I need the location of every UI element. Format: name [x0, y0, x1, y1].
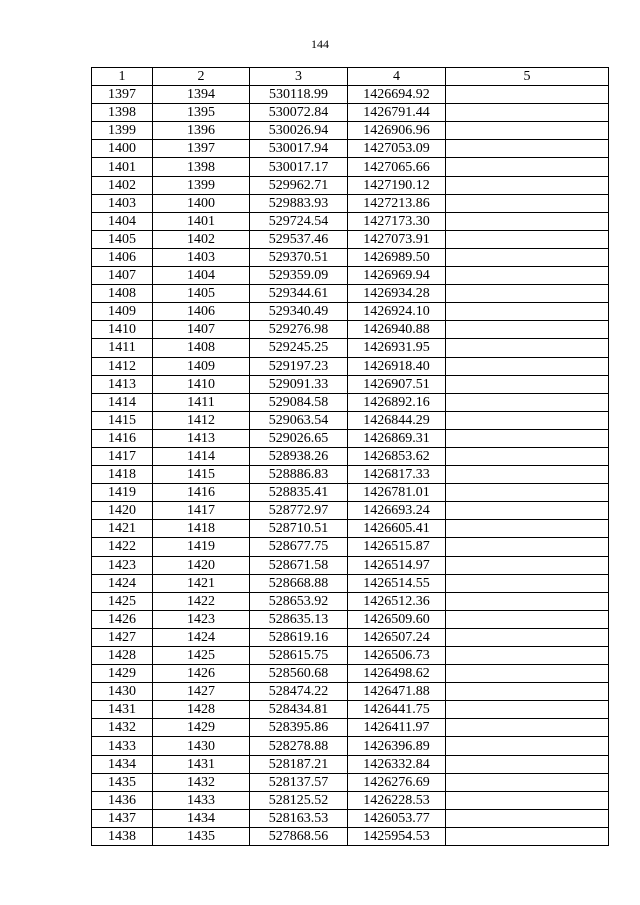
table-cell: 528163.53: [250, 809, 348, 827]
table-cell: 1435: [92, 773, 153, 791]
table-row: [92, 538, 609, 556]
table-cell: 1419: [153, 538, 250, 556]
table-cell: 1411: [153, 393, 250, 411]
column-header: 3: [250, 68, 348, 86]
page-number: 144: [311, 37, 329, 51]
table-cell: 1432: [153, 773, 250, 791]
table-cell: [446, 375, 609, 393]
column-header: 2: [153, 68, 250, 86]
table-cell: 1432: [92, 719, 153, 737]
table-cell: 528710.51: [250, 520, 348, 538]
table-cell: 1431: [92, 701, 153, 719]
table-row: [92, 447, 609, 465]
table-cell: [446, 393, 609, 411]
table-cell: 528187.21: [250, 755, 348, 773]
table-cell: [446, 122, 609, 140]
table-cell: 1426989.50: [348, 248, 446, 266]
table-cell: 1426892.16: [348, 393, 446, 411]
table-cell: 1424: [92, 574, 153, 592]
table-cell: 1426276.69: [348, 773, 446, 791]
table-row: [92, 321, 609, 339]
table-cell: 1401: [92, 158, 153, 176]
table-row: [92, 827, 609, 845]
table-row: [92, 285, 609, 303]
table-row: [92, 375, 609, 393]
table-row: [92, 737, 609, 755]
table-cell: 1427190.12: [348, 176, 446, 194]
table-cell: [446, 194, 609, 212]
table-cell: 1411: [92, 339, 153, 357]
table-cell: 528653.92: [250, 592, 348, 610]
table-cell: 1396: [153, 122, 250, 140]
column-header: 5: [446, 68, 609, 86]
table-cell: 1433: [153, 791, 250, 809]
table-cell: 1406: [153, 303, 250, 321]
table-cell: 1426396.89: [348, 737, 446, 755]
table-cell: [446, 212, 609, 230]
table-cell: 1425: [153, 647, 250, 665]
table-cell: 1426498.62: [348, 665, 446, 683]
table-cell: 1427073.91: [348, 230, 446, 248]
table-cell: [446, 321, 609, 339]
table-cell: [446, 248, 609, 266]
table-cell: [446, 86, 609, 104]
table-cell: 1427213.86: [348, 194, 446, 212]
table-cell: 1400: [153, 194, 250, 212]
table-cell: 1426514.97: [348, 556, 446, 574]
table-cell: 1426918.40: [348, 357, 446, 375]
table-cell: 1409: [92, 303, 153, 321]
table-row: [92, 683, 609, 701]
table-cell: [446, 267, 609, 285]
table-cell: 1425: [92, 592, 153, 610]
table-cell: [446, 755, 609, 773]
table-cell: 1408: [153, 339, 250, 357]
table-cell: 529724.54: [250, 212, 348, 230]
table-cell: 1426907.51: [348, 375, 446, 393]
table-row: [92, 719, 609, 737]
table-cell: 1430: [92, 683, 153, 701]
table-row: [92, 230, 609, 248]
table-cell: 1426931.95: [348, 339, 446, 357]
table-cell: 1426514.55: [348, 574, 446, 592]
table-cell: [446, 647, 609, 665]
table-cell: [446, 701, 609, 719]
table-cell: 1425954.53: [348, 827, 446, 845]
table-cell: 1433: [92, 737, 153, 755]
table-cell: 530118.99: [250, 86, 348, 104]
table-cell: 1417: [92, 447, 153, 465]
table-cell: [446, 158, 609, 176]
table-cell: 1414: [92, 393, 153, 411]
table-cell: 1427053.09: [348, 140, 446, 158]
table-cell: 1398: [153, 158, 250, 176]
table-cell: 1395: [153, 104, 250, 122]
table-cell: 528772.97: [250, 502, 348, 520]
table-cell: [446, 791, 609, 809]
table-cell: [446, 303, 609, 321]
table-header-row: [92, 68, 609, 86]
table-row: [92, 520, 609, 538]
table-cell: 1426693.24: [348, 502, 446, 520]
table-row: [92, 809, 609, 827]
column-header: 4: [348, 68, 446, 86]
table-cell: 1426694.92: [348, 86, 446, 104]
table-cell: 1426781.01: [348, 484, 446, 502]
table-cell: 1429: [153, 719, 250, 737]
table-cell: 1435: [153, 827, 250, 845]
table-cell: 1406: [92, 248, 153, 266]
table-cell: 1427: [92, 628, 153, 646]
table-row: [92, 502, 609, 520]
table-cell: 1426844.29: [348, 411, 446, 429]
table-cell: 1416: [92, 429, 153, 447]
table-cell: 530017.17: [250, 158, 348, 176]
table-row: [92, 339, 609, 357]
table-cell: 1426: [92, 610, 153, 628]
table-row: [92, 466, 609, 484]
table-cell: 528668.88: [250, 574, 348, 592]
table-cell: 1426940.88: [348, 321, 446, 339]
table-cell: 529063.54: [250, 411, 348, 429]
table-cell: [446, 538, 609, 556]
table-cell: [446, 773, 609, 791]
table-cell: 1402: [153, 230, 250, 248]
table-cell: 1401: [153, 212, 250, 230]
table-row: [92, 86, 609, 104]
table-cell: [446, 719, 609, 737]
table-cell: 1416: [153, 484, 250, 502]
table-cell: 1402: [92, 176, 153, 194]
table-cell: [446, 683, 609, 701]
table-cell: 1426869.31: [348, 429, 446, 447]
table-cell: 1426924.10: [348, 303, 446, 321]
table-cell: 1422: [153, 592, 250, 610]
table-row: [92, 104, 609, 122]
table-cell: 1426471.88: [348, 683, 446, 701]
table-row: [92, 592, 609, 610]
table-cell: [446, 502, 609, 520]
table-cell: 1405: [92, 230, 153, 248]
table-cell: 1434: [92, 755, 153, 773]
table-cell: 528677.75: [250, 538, 348, 556]
table-cell: 1400: [92, 140, 153, 158]
table-cell: 1426332.84: [348, 755, 446, 773]
table-cell: 1417: [153, 502, 250, 520]
table-cell: 1413: [92, 375, 153, 393]
table-cell: 1429: [92, 665, 153, 683]
column-header: 1: [92, 68, 153, 86]
table-cell: 1422: [92, 538, 153, 556]
table-cell: 1420: [153, 556, 250, 574]
table-cell: 529084.58: [250, 393, 348, 411]
table-cell: [446, 411, 609, 429]
table-cell: 1399: [92, 122, 153, 140]
table-cell: 1421: [153, 574, 250, 592]
table-cell: 527868.56: [250, 827, 348, 845]
table-cell: 1426934.28: [348, 285, 446, 303]
table-row: [92, 248, 609, 266]
table-row: [92, 647, 609, 665]
table-cell: 1426512.36: [348, 592, 446, 610]
table-cell: 529091.33: [250, 375, 348, 393]
table-cell: 529370.51: [250, 248, 348, 266]
table-row: [92, 773, 609, 791]
table-cell: 528137.57: [250, 773, 348, 791]
table-cell: 528615.75: [250, 647, 348, 665]
table-row: [92, 610, 609, 628]
table-cell: 1409: [153, 357, 250, 375]
table-cell: 1415: [92, 411, 153, 429]
coordinates-table: [91, 67, 609, 846]
table-cell: 1426515.87: [348, 538, 446, 556]
table-cell: 528125.52: [250, 791, 348, 809]
table-cell: 1404: [153, 267, 250, 285]
table-cell: [446, 665, 609, 683]
table-row: [92, 122, 609, 140]
table-cell: 528835.41: [250, 484, 348, 502]
table-cell: 529197.23: [250, 357, 348, 375]
table-cell: 1423: [153, 610, 250, 628]
table-cell: 528938.26: [250, 447, 348, 465]
table-cell: 1426507.24: [348, 628, 446, 646]
table-cell: 1412: [92, 357, 153, 375]
table-cell: 1426605.41: [348, 520, 446, 538]
table-cell: 530017.94: [250, 140, 348, 158]
table-cell: 528434.81: [250, 701, 348, 719]
table-cell: [446, 809, 609, 827]
table-row: [92, 411, 609, 429]
table-cell: 529344.61: [250, 285, 348, 303]
table-cell: 1410: [92, 321, 153, 339]
table-cell: 1397: [92, 86, 153, 104]
table-cell: [446, 339, 609, 357]
table-cell: [446, 574, 609, 592]
table-cell: 1427: [153, 683, 250, 701]
table-row: [92, 267, 609, 285]
table-row: [92, 158, 609, 176]
table-cell: [446, 520, 609, 538]
table-cell: 1399: [153, 176, 250, 194]
table-cell: [446, 827, 609, 845]
table-cell: 1419: [92, 484, 153, 502]
table-cell: [446, 357, 609, 375]
table-cell: 1418: [153, 520, 250, 538]
table-cell: 1408: [92, 285, 153, 303]
table-cell: [446, 447, 609, 465]
table-row: [92, 701, 609, 719]
table-cell: 1405: [153, 285, 250, 303]
table-cell: 1404: [92, 212, 153, 230]
table-cell: 1414: [153, 447, 250, 465]
table-cell: [446, 610, 609, 628]
table-row: [92, 194, 609, 212]
table-cell: 1431: [153, 755, 250, 773]
table-cell: 1418: [92, 466, 153, 484]
table-cell: [446, 285, 609, 303]
table-cell: 1426791.44: [348, 104, 446, 122]
table-cell: 1426411.97: [348, 719, 446, 737]
table-cell: [446, 466, 609, 484]
table-cell: 1426817.33: [348, 466, 446, 484]
table-row: [92, 176, 609, 194]
table-row: [92, 665, 609, 683]
table-cell: [446, 140, 609, 158]
table-cell: 529359.09: [250, 267, 348, 285]
table-cell: 1436: [92, 791, 153, 809]
table-cell: 1426509.60: [348, 610, 446, 628]
table-cell: 529245.25: [250, 339, 348, 357]
table-cell: [446, 176, 609, 194]
table-body: [92, 86, 609, 846]
table-cell: 1428: [153, 701, 250, 719]
table-cell: 1410: [153, 375, 250, 393]
table-cell: 1407: [153, 321, 250, 339]
table-cell: 1434: [153, 809, 250, 827]
table-cell: 1424: [153, 628, 250, 646]
table-cell: 530026.94: [250, 122, 348, 140]
table-cell: 1426506.73: [348, 647, 446, 665]
table-cell: 1426228.53: [348, 791, 446, 809]
table-cell: 528474.22: [250, 683, 348, 701]
table-row: [92, 556, 609, 574]
table-cell: 1407: [92, 267, 153, 285]
table-row: [92, 212, 609, 230]
table-row: [92, 429, 609, 447]
table-row: [92, 140, 609, 158]
table-cell: [446, 737, 609, 755]
table-cell: 528671.58: [250, 556, 348, 574]
table-cell: 1426853.62: [348, 447, 446, 465]
table-cell: 528560.68: [250, 665, 348, 683]
table-cell: 1428: [92, 647, 153, 665]
table-row: [92, 303, 609, 321]
table-cell: 1426441.75: [348, 701, 446, 719]
table-cell: 1427173.30: [348, 212, 446, 230]
table-cell: 1412: [153, 411, 250, 429]
table-cell: [446, 484, 609, 502]
table-row: [92, 484, 609, 502]
table-row: [92, 393, 609, 411]
table-row: [92, 628, 609, 646]
table-cell: [446, 429, 609, 447]
table-cell: 1426053.77: [348, 809, 446, 827]
table-row: [92, 755, 609, 773]
table-cell: 529276.98: [250, 321, 348, 339]
table-cell: 1413: [153, 429, 250, 447]
table-row: [92, 791, 609, 809]
table-cell: 1415: [153, 466, 250, 484]
table-cell: [446, 628, 609, 646]
table-cell: [446, 592, 609, 610]
table-cell: 1426: [153, 665, 250, 683]
table-cell: 1397: [153, 140, 250, 158]
table-cell: 530072.84: [250, 104, 348, 122]
table-cell: 528886.83: [250, 466, 348, 484]
table-cell: 1437: [92, 809, 153, 827]
table-cell: 529537.46: [250, 230, 348, 248]
table-cell: 529962.71: [250, 176, 348, 194]
table-cell: 1403: [92, 194, 153, 212]
table-cell: [446, 230, 609, 248]
table-cell: 528635.13: [250, 610, 348, 628]
table-cell: 1430: [153, 737, 250, 755]
table-cell: 529883.93: [250, 194, 348, 212]
table-cell: [446, 556, 609, 574]
table-cell: 1423: [92, 556, 153, 574]
table-row: [92, 357, 609, 375]
table-cell: 528395.86: [250, 719, 348, 737]
table-cell: 529026.65: [250, 429, 348, 447]
table-cell: [446, 104, 609, 122]
table-cell: 528278.88: [250, 737, 348, 755]
table-cell: 1426906.96: [348, 122, 446, 140]
table-cell: 1421: [92, 520, 153, 538]
table-cell: 529340.49: [250, 303, 348, 321]
table-cell: 528619.16: [250, 628, 348, 646]
table-cell: 1420: [92, 502, 153, 520]
table-cell: 1403: [153, 248, 250, 266]
table-cell: 1398: [92, 104, 153, 122]
table-cell: 1394: [153, 86, 250, 104]
table-cell: 1438: [92, 827, 153, 845]
table-cell: 1427065.66: [348, 158, 446, 176]
table-row: [92, 574, 609, 592]
table-cell: 1426969.94: [348, 267, 446, 285]
